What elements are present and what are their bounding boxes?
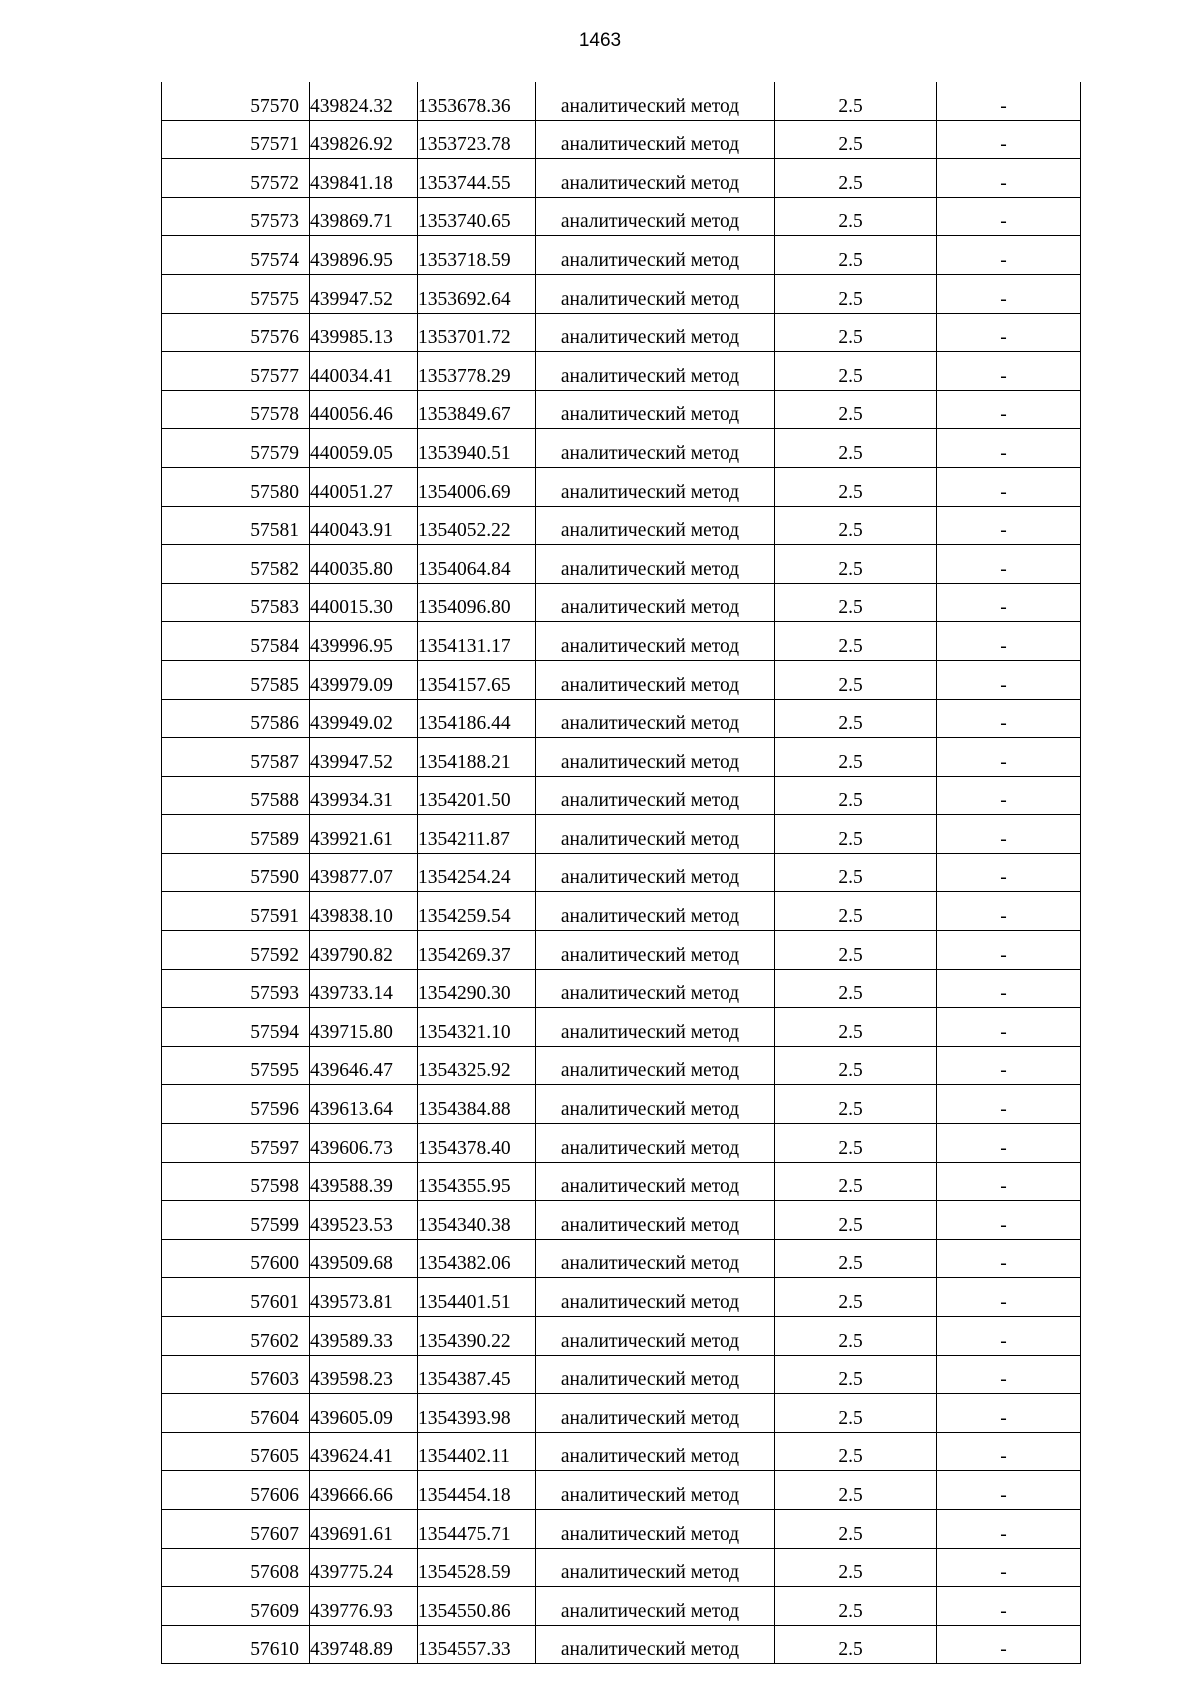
note-cell: - <box>937 1008 1081 1047</box>
x-coordinate-cell: 439775.24 <box>310 1548 418 1587</box>
accuracy-cell: 2.5 <box>775 545 937 584</box>
note-cell: - <box>937 467 1081 506</box>
table-row <box>162 82 1081 120</box>
note-cell: - <box>937 429 1081 468</box>
accuracy-cell: 2.5 <box>775 1625 937 1664</box>
point-number-cell: 57603 <box>162 1355 310 1394</box>
accuracy-cell: 2.5 <box>775 853 937 892</box>
method-cell: аналитический метод <box>536 197 775 236</box>
method-cell: аналитический метод <box>536 1008 775 1047</box>
note-cell: - <box>937 1394 1081 1433</box>
x-coordinate-cell: 439715.80 <box>310 1008 418 1047</box>
method-cell: аналитический метод <box>536 892 775 931</box>
y-coordinate-cell: 1354557.33 <box>418 1625 536 1664</box>
method-cell: аналитический метод <box>536 429 775 468</box>
accuracy-cell: 2.5 <box>775 738 937 777</box>
point-number-cell: 57570 <box>162 82 310 120</box>
table-row <box>162 1548 1081 1587</box>
note-cell: - <box>937 274 1081 313</box>
y-coordinate-cell: 1354157.65 <box>418 660 536 699</box>
table-row <box>162 1162 1081 1201</box>
y-coordinate-cell: 1353940.51 <box>418 429 536 468</box>
method-cell: аналитический метод <box>536 236 775 275</box>
y-coordinate-cell: 1354355.95 <box>418 1162 536 1201</box>
x-coordinate-cell: 439826.92 <box>310 120 418 159</box>
y-coordinate-cell: 1354269.37 <box>418 931 536 970</box>
point-number-cell: 57594 <box>162 1008 310 1047</box>
y-coordinate-cell: 1354290.30 <box>418 969 536 1008</box>
point-number-cell: 57589 <box>162 815 310 854</box>
y-coordinate-cell: 1353740.65 <box>418 197 536 236</box>
table-row <box>162 352 1081 391</box>
method-cell: аналитический метод <box>536 82 775 120</box>
x-coordinate-cell: 439666.66 <box>310 1471 418 1510</box>
note-cell: - <box>937 1201 1081 1240</box>
table-row <box>162 1046 1081 1085</box>
x-coordinate-cell: 439979.09 <box>310 660 418 699</box>
point-number-cell: 57606 <box>162 1471 310 1510</box>
accuracy-cell: 2.5 <box>775 583 937 622</box>
method-cell: аналитический метод <box>536 622 775 661</box>
accuracy-cell: 2.5 <box>775 1394 937 1433</box>
y-coordinate-cell: 1354006.69 <box>418 467 536 506</box>
x-coordinate-cell: 440059.05 <box>310 429 418 468</box>
method-cell: аналитический метод <box>536 1162 775 1201</box>
point-number-cell: 57575 <box>162 274 310 313</box>
note-cell: - <box>937 1471 1081 1510</box>
note-cell: - <box>937 1239 1081 1278</box>
point-number-cell: 57596 <box>162 1085 310 1124</box>
x-coordinate-cell: 439733.14 <box>310 969 418 1008</box>
y-coordinate-cell: 1354186.44 <box>418 699 536 738</box>
y-coordinate-cell: 1353744.55 <box>418 159 536 198</box>
method-cell: аналитический метод <box>536 969 775 1008</box>
method-cell: аналитический метод <box>536 1278 775 1317</box>
accuracy-cell: 2.5 <box>775 699 937 738</box>
x-coordinate-cell: 439934.31 <box>310 776 418 815</box>
accuracy-cell: 2.5 <box>775 776 937 815</box>
method-cell: аналитический метод <box>536 776 775 815</box>
note-cell: - <box>937 82 1081 120</box>
table-row <box>162 506 1081 545</box>
x-coordinate-cell: 439824.32 <box>310 82 418 120</box>
coordinates-table <box>161 82 1081 1664</box>
method-cell: аналитический метод <box>536 660 775 699</box>
table-row <box>162 429 1081 468</box>
accuracy-cell: 2.5 <box>775 1046 937 1085</box>
y-coordinate-cell: 1354325.92 <box>418 1046 536 1085</box>
point-number-cell: 57599 <box>162 1201 310 1240</box>
accuracy-cell: 2.5 <box>775 159 937 198</box>
accuracy-cell: 2.5 <box>775 1008 937 1047</box>
x-coordinate-cell: 440034.41 <box>310 352 418 391</box>
accuracy-cell: 2.5 <box>775 236 937 275</box>
accuracy-cell: 2.5 <box>775 660 937 699</box>
note-cell: - <box>937 1278 1081 1317</box>
method-cell: аналитический метод <box>536 699 775 738</box>
x-coordinate-cell: 439877.07 <box>310 853 418 892</box>
note-cell: - <box>937 390 1081 429</box>
accuracy-cell: 2.5 <box>775 1471 937 1510</box>
y-coordinate-cell: 1354528.59 <box>418 1548 536 1587</box>
x-coordinate-cell: 439838.10 <box>310 892 418 931</box>
x-coordinate-cell: 439841.18 <box>310 159 418 198</box>
accuracy-cell: 2.5 <box>775 969 937 1008</box>
x-coordinate-cell: 440056.46 <box>310 390 418 429</box>
x-coordinate-cell: 439598.23 <box>310 1355 418 1394</box>
accuracy-cell: 2.5 <box>775 467 937 506</box>
y-coordinate-cell: 1354201.50 <box>418 776 536 815</box>
table-row <box>162 1587 1081 1626</box>
accuracy-cell: 2.5 <box>775 1432 937 1471</box>
y-coordinate-cell: 1354550.86 <box>418 1587 536 1626</box>
x-coordinate-cell: 439613.64 <box>310 1085 418 1124</box>
note-cell: - <box>937 1317 1081 1356</box>
point-number-cell: 57597 <box>162 1124 310 1163</box>
method-cell: аналитический метод <box>536 931 775 970</box>
x-coordinate-cell: 439605.09 <box>310 1394 418 1433</box>
method-cell: аналитический метод <box>536 545 775 584</box>
table-row <box>162 892 1081 931</box>
point-number-cell: 57598 <box>162 1162 310 1201</box>
y-coordinate-cell: 1354131.17 <box>418 622 536 661</box>
y-coordinate-cell: 1354454.18 <box>418 1471 536 1510</box>
accuracy-cell: 2.5 <box>775 1317 937 1356</box>
x-coordinate-cell: 439949.02 <box>310 699 418 738</box>
method-cell: аналитический метод <box>536 313 775 352</box>
accuracy-cell: 2.5 <box>775 1239 937 1278</box>
table-row <box>162 776 1081 815</box>
note-cell: - <box>937 1124 1081 1163</box>
table-row <box>162 1124 1081 1163</box>
x-coordinate-cell: 439985.13 <box>310 313 418 352</box>
method-cell: аналитический метод <box>536 1394 775 1433</box>
note-cell: - <box>937 969 1081 1008</box>
note-cell: - <box>937 545 1081 584</box>
note-cell: - <box>937 853 1081 892</box>
point-number-cell: 57588 <box>162 776 310 815</box>
note-cell: - <box>937 1509 1081 1548</box>
method-cell: аналитический метод <box>536 1317 775 1356</box>
note-cell: - <box>937 776 1081 815</box>
method-cell: аналитический метод <box>536 1239 775 1278</box>
x-coordinate-cell: 439589.33 <box>310 1317 418 1356</box>
accuracy-cell: 2.5 <box>775 1085 937 1124</box>
x-coordinate-cell: 439588.39 <box>310 1162 418 1201</box>
table-row <box>162 1471 1081 1510</box>
point-number-cell: 57579 <box>162 429 310 468</box>
note-cell: - <box>937 1085 1081 1124</box>
note-cell: - <box>937 699 1081 738</box>
y-coordinate-cell: 1354340.38 <box>418 1201 536 1240</box>
point-number-cell: 57608 <box>162 1548 310 1587</box>
table-row <box>162 738 1081 777</box>
y-coordinate-cell: 1353718.59 <box>418 236 536 275</box>
table-row <box>162 815 1081 854</box>
note-cell: - <box>937 1355 1081 1394</box>
method-cell: аналитический метод <box>536 1471 775 1510</box>
note-cell: - <box>937 660 1081 699</box>
method-cell: аналитический метод <box>536 583 775 622</box>
y-coordinate-cell: 1354393.98 <box>418 1394 536 1433</box>
x-coordinate-cell: 440043.91 <box>310 506 418 545</box>
method-cell: аналитический метод <box>536 506 775 545</box>
note-cell: - <box>937 236 1081 275</box>
accuracy-cell: 2.5 <box>775 1509 937 1548</box>
point-number-cell: 57604 <box>162 1394 310 1433</box>
method-cell: аналитический метод <box>536 274 775 313</box>
note-cell: - <box>937 1432 1081 1471</box>
y-coordinate-cell: 1353692.64 <box>418 274 536 313</box>
table-row <box>162 1085 1081 1124</box>
table-row <box>162 853 1081 892</box>
method-cell: аналитический метод <box>536 738 775 777</box>
table-row <box>162 1394 1081 1433</box>
y-coordinate-cell: 1354378.40 <box>418 1124 536 1163</box>
method-cell: аналитический метод <box>536 159 775 198</box>
point-number-cell: 57572 <box>162 159 310 198</box>
y-coordinate-cell: 1353701.72 <box>418 313 536 352</box>
note-cell: - <box>937 313 1081 352</box>
point-number-cell: 57600 <box>162 1239 310 1278</box>
y-coordinate-cell: 1354475.71 <box>418 1509 536 1548</box>
accuracy-cell: 2.5 <box>775 931 937 970</box>
accuracy-cell: 2.5 <box>775 82 937 120</box>
accuracy-cell: 2.5 <box>775 815 937 854</box>
table-row <box>162 1008 1081 1047</box>
accuracy-cell: 2.5 <box>775 1278 937 1317</box>
point-number-cell: 57571 <box>162 120 310 159</box>
y-coordinate-cell: 1354402.11 <box>418 1432 536 1471</box>
point-number-cell: 57610 <box>162 1625 310 1664</box>
y-coordinate-cell: 1354052.22 <box>418 506 536 545</box>
point-number-cell: 57578 <box>162 390 310 429</box>
method-cell: аналитический метод <box>536 120 775 159</box>
note-cell: - <box>937 159 1081 198</box>
y-coordinate-cell: 1354259.54 <box>418 892 536 931</box>
method-cell: аналитический метод <box>536 1625 775 1664</box>
note-cell: - <box>937 1162 1081 1201</box>
note-cell: - <box>937 1548 1081 1587</box>
x-coordinate-cell: 439509.68 <box>310 1239 418 1278</box>
note-cell: - <box>937 738 1081 777</box>
accuracy-cell: 2.5 <box>775 1587 937 1626</box>
table-row <box>162 274 1081 313</box>
point-number-cell: 57602 <box>162 1317 310 1356</box>
point-number-cell: 57574 <box>162 236 310 275</box>
point-number-cell: 57609 <box>162 1587 310 1626</box>
table-row <box>162 545 1081 584</box>
point-number-cell: 57584 <box>162 622 310 661</box>
table-row <box>162 159 1081 198</box>
point-number-cell: 57592 <box>162 931 310 970</box>
table-row <box>162 1201 1081 1240</box>
table-row <box>162 1509 1081 1548</box>
accuracy-cell: 2.5 <box>775 313 937 352</box>
note-cell: - <box>937 622 1081 661</box>
x-coordinate-cell: 439996.95 <box>310 622 418 661</box>
accuracy-cell: 2.5 <box>775 274 937 313</box>
coordinates-table-body <box>162 82 1081 1664</box>
accuracy-cell: 2.5 <box>775 197 937 236</box>
point-number-cell: 57587 <box>162 738 310 777</box>
method-cell: аналитический метод <box>536 815 775 854</box>
table-row <box>162 1625 1081 1664</box>
y-coordinate-cell: 1354064.84 <box>418 545 536 584</box>
table-row <box>162 583 1081 622</box>
x-coordinate-cell: 439523.53 <box>310 1201 418 1240</box>
accuracy-cell: 2.5 <box>775 1124 937 1163</box>
x-coordinate-cell: 439776.93 <box>310 1587 418 1626</box>
x-coordinate-cell: 439869.71 <box>310 197 418 236</box>
table-row <box>162 660 1081 699</box>
point-number-cell: 57583 <box>162 583 310 622</box>
point-number-cell: 57601 <box>162 1278 310 1317</box>
note-cell: - <box>937 120 1081 159</box>
accuracy-cell: 2.5 <box>775 892 937 931</box>
table-row <box>162 1239 1081 1278</box>
y-coordinate-cell: 1354387.45 <box>418 1355 536 1394</box>
x-coordinate-cell: 439606.73 <box>310 1124 418 1163</box>
y-coordinate-cell: 1354382.06 <box>418 1239 536 1278</box>
note-cell: - <box>937 1625 1081 1664</box>
method-cell: аналитический метод <box>536 1201 775 1240</box>
x-coordinate-cell: 439624.41 <box>310 1432 418 1471</box>
x-coordinate-cell: 439748.89 <box>310 1625 418 1664</box>
table-row <box>162 120 1081 159</box>
point-number-cell: 57582 <box>162 545 310 584</box>
accuracy-cell: 2.5 <box>775 1355 937 1394</box>
method-cell: аналитический метод <box>536 467 775 506</box>
table-row <box>162 1432 1081 1471</box>
method-cell: аналитический метод <box>536 390 775 429</box>
y-coordinate-cell: 1354390.22 <box>418 1317 536 1356</box>
note-cell: - <box>937 506 1081 545</box>
note-cell: - <box>937 352 1081 391</box>
table-row <box>162 699 1081 738</box>
note-cell: - <box>937 815 1081 854</box>
method-cell: аналитический метод <box>536 1587 775 1626</box>
y-coordinate-cell: 1353849.67 <box>418 390 536 429</box>
table-row <box>162 622 1081 661</box>
point-number-cell: 57607 <box>162 1509 310 1548</box>
accuracy-cell: 2.5 <box>775 1201 937 1240</box>
y-coordinate-cell: 1353778.29 <box>418 352 536 391</box>
point-number-cell: 57581 <box>162 506 310 545</box>
x-coordinate-cell: 440035.80 <box>310 545 418 584</box>
point-number-cell: 57577 <box>162 352 310 391</box>
accuracy-cell: 2.5 <box>775 1162 937 1201</box>
table-row <box>162 1278 1081 1317</box>
point-number-cell: 57593 <box>162 969 310 1008</box>
x-coordinate-cell: 439573.81 <box>310 1278 418 1317</box>
method-cell: аналитический метод <box>536 1548 775 1587</box>
table-row <box>162 1355 1081 1394</box>
y-coordinate-cell: 1354321.10 <box>418 1008 536 1047</box>
accuracy-cell: 2.5 <box>775 352 937 391</box>
table-row <box>162 969 1081 1008</box>
table-row <box>162 1317 1081 1356</box>
method-cell: аналитический метод <box>536 1046 775 1085</box>
method-cell: аналитический метод <box>536 1124 775 1163</box>
method-cell: аналитический метод <box>536 352 775 391</box>
method-cell: аналитический метод <box>536 1509 775 1548</box>
table-row <box>162 467 1081 506</box>
x-coordinate-cell: 440051.27 <box>310 467 418 506</box>
x-coordinate-cell: 439790.82 <box>310 931 418 970</box>
note-cell: - <box>937 1587 1081 1626</box>
y-coordinate-cell: 1354211.87 <box>418 815 536 854</box>
y-coordinate-cell: 1353723.78 <box>418 120 536 159</box>
table-row <box>162 236 1081 275</box>
accuracy-cell: 2.5 <box>775 1548 937 1587</box>
accuracy-cell: 2.5 <box>775 120 937 159</box>
y-coordinate-cell: 1354188.21 <box>418 738 536 777</box>
point-number-cell: 57595 <box>162 1046 310 1085</box>
table-row <box>162 197 1081 236</box>
x-coordinate-cell: 439691.61 <box>310 1509 418 1548</box>
y-coordinate-cell: 1354096.80 <box>418 583 536 622</box>
x-coordinate-cell: 439646.47 <box>310 1046 418 1085</box>
point-number-cell: 57590 <box>162 853 310 892</box>
method-cell: аналитический метод <box>536 1355 775 1394</box>
point-number-cell: 57605 <box>162 1432 310 1471</box>
note-cell: - <box>937 931 1081 970</box>
table-row <box>162 390 1081 429</box>
table-row <box>162 313 1081 352</box>
y-coordinate-cell: 1354384.88 <box>418 1085 536 1124</box>
accuracy-cell: 2.5 <box>775 390 937 429</box>
method-cell: аналитический метод <box>536 1432 775 1471</box>
accuracy-cell: 2.5 <box>775 622 937 661</box>
y-coordinate-cell: 1354401.51 <box>418 1278 536 1317</box>
x-coordinate-cell: 440015.30 <box>310 583 418 622</box>
accuracy-cell: 2.5 <box>775 429 937 468</box>
note-cell: - <box>937 1046 1081 1085</box>
point-number-cell: 57591 <box>162 892 310 931</box>
page-number: 1463 <box>578 30 622 51</box>
method-cell: аналитический метод <box>536 853 775 892</box>
note-cell: - <box>937 197 1081 236</box>
table-row <box>162 931 1081 970</box>
x-coordinate-cell: 439947.52 <box>310 274 418 313</box>
method-cell: аналитический метод <box>536 1085 775 1124</box>
note-cell: - <box>937 583 1081 622</box>
point-number-cell: 57585 <box>162 660 310 699</box>
x-coordinate-cell: 439921.61 <box>310 815 418 854</box>
point-number-cell: 57576 <box>162 313 310 352</box>
y-coordinate-cell: 1353678.36 <box>418 82 536 120</box>
x-coordinate-cell: 439896.95 <box>310 236 418 275</box>
point-number-cell: 57573 <box>162 197 310 236</box>
point-number-cell: 57580 <box>162 467 310 506</box>
x-coordinate-cell: 439947.52 <box>310 738 418 777</box>
point-number-cell: 57586 <box>162 699 310 738</box>
note-cell: - <box>937 892 1081 931</box>
accuracy-cell: 2.5 <box>775 506 937 545</box>
y-coordinate-cell: 1354254.24 <box>418 853 536 892</box>
